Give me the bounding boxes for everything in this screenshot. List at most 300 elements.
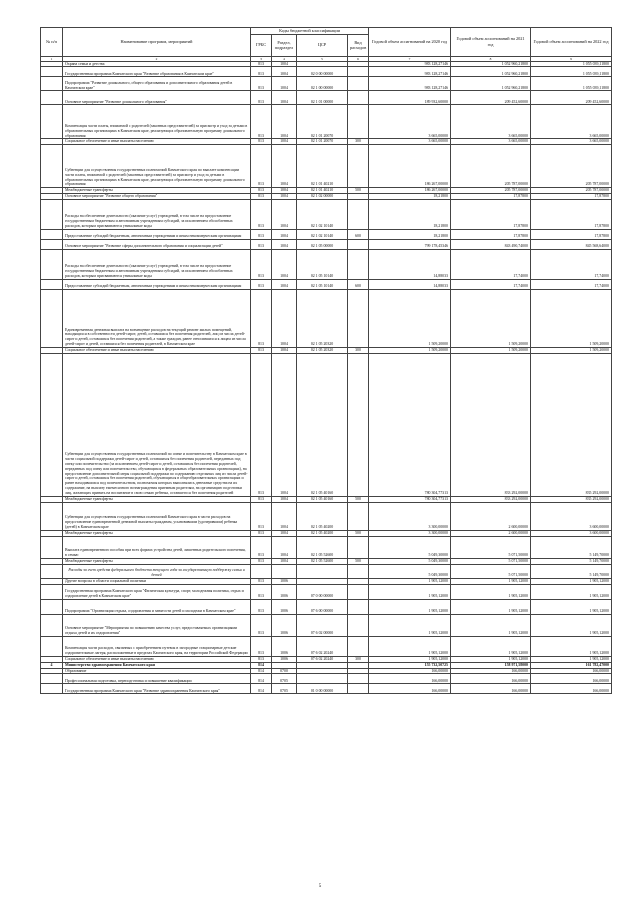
row-2021-cell: 833 292,00000: [451, 497, 531, 503]
row-razdel-cell: 1004: [272, 91, 297, 105]
row-2021-cell: 1 509,20000: [451, 348, 531, 354]
row-grbs-cell: 814: [251, 684, 272, 694]
row-csr-cell: 07 0 00 00000: [297, 584, 348, 599]
row-razdel-cell: 1004: [272, 536, 297, 558]
table-row: [41, 684, 612, 694]
row-razdel-cell: 1004: [272, 240, 297, 250]
row-razdel-cell: 1004: [272, 348, 297, 354]
row-2021-cell: 843 490,74000: [451, 240, 531, 250]
row-vid-cell: 300: [348, 348, 369, 354]
row-grbs-cell: 813: [251, 290, 272, 348]
table-row: [41, 200, 612, 230]
row-2021-cell: 17,74000: [451, 280, 531, 290]
row-2020-cell: 1 905,12000: [369, 614, 451, 636]
row-name-cell: Предоставление субсидий бюджетным, автономным учреждениям и иным некоммерческим организациям: [63, 230, 251, 240]
row-grbs-cell: 813: [251, 614, 272, 636]
row-2020-cell: 1 905,12000: [369, 578, 451, 584]
row-2022-cell: 845 568,64000: [531, 240, 612, 250]
table-row: [41, 280, 612, 290]
page-number: 5: [318, 884, 322, 889]
row-razdel-cell: 1004: [272, 354, 297, 497]
budget-table: [40, 27, 612, 694]
header-year-2022: Годовой объем ассигнований на 2022 год: [531, 28, 612, 57]
row-2020-cell: 1 509,20000: [369, 348, 451, 354]
row-num-cell: [41, 67, 63, 77]
table-row: [41, 77, 612, 91]
row-vid-cell: [348, 599, 369, 614]
table-row: [41, 636, 612, 656]
row-2020-cell: 780 304,77313: [369, 497, 451, 503]
row-2020-cell: 3 665,00000: [369, 139, 451, 145]
row-2022-cell: 161 782,47000: [531, 662, 612, 668]
row-num-cell: [41, 290, 63, 348]
header-year-2021: Годовой объем ассигнований на 2021 год: [451, 28, 531, 57]
index-cell: 7: [369, 56, 451, 61]
row-2022-cell: 1 055 039,11800: [531, 61, 612, 67]
row-name-cell: Выплата единовременного пособия при всех формах устройства детей, лишенных родительского попечения, в семью: [63, 536, 251, 558]
table-row: [41, 614, 612, 636]
header-year-2020: Годовой объем ассигнований на 2020 год: [369, 28, 451, 57]
row-vid-cell: [348, 290, 369, 348]
row-2022-cell: 1 905,12000: [531, 599, 612, 614]
row-2021-cell: 1 052 960,21800: [451, 77, 531, 91]
row-csr-cell: 02 1 01 00000: [297, 91, 348, 105]
row-2022-cell: 835 292,00000: [531, 354, 612, 497]
row-razdel-cell: 1006: [272, 599, 297, 614]
row-vid-cell: [348, 250, 369, 280]
row-vid-cell: [348, 584, 369, 599]
row-grbs-cell: 813: [251, 656, 272, 662]
row-2021-cell: 17,87800: [451, 194, 531, 200]
row-num-cell: [41, 250, 63, 280]
row-vid-cell: [348, 91, 369, 105]
row-csr-cell: 02 1 05 52600: [297, 536, 348, 558]
row-2022-cell: 5 149,70000: [531, 564, 612, 578]
row-name-cell: Расходы за счет средств федерального бюджета текущего года за государственную поддержку семьи и детей: [63, 564, 251, 578]
row-csr-cell: 02 1 05 00000: [297, 240, 348, 250]
row-grbs-cell: [251, 564, 272, 578]
row-2022-cell: 17,74000: [531, 250, 612, 280]
row-2020-cell: 166,00000: [369, 674, 451, 684]
row-csr-cell: 02 1 05 20320: [297, 290, 348, 348]
row-2022-cell: 17,74000: [531, 280, 612, 290]
row-razdel-cell: 0700: [272, 668, 297, 674]
row-vid-cell: 300: [348, 139, 369, 145]
header-csr: ЦСР: [297, 34, 348, 56]
row-grbs-cell: 813: [251, 77, 272, 91]
row-2021-cell: 17,74000: [451, 250, 531, 280]
header-codes-group: Коды бюджетной классификации: [251, 28, 369, 35]
row-razdel-cell: 1006: [272, 584, 297, 599]
row-2021-cell: 158 971,58000: [451, 662, 531, 668]
table-row: [41, 145, 612, 188]
row-2022-cell: 1 905,12000: [531, 636, 612, 656]
row-2020-cell: 1 905,12000: [369, 636, 451, 656]
row-razdel-cell: 1006: [272, 578, 297, 584]
row-vid-cell: [348, 200, 369, 230]
row-csr-cell: 02 1 02 00000: [297, 194, 348, 200]
row-2022-cell: 1 055 039,11800: [531, 77, 612, 91]
row-num-cell: [41, 636, 63, 656]
row-2020-cell: 186 267,00000: [369, 145, 451, 188]
row-grbs-cell: 813: [251, 240, 272, 250]
row-2020-cell: 5 049,30000: [369, 536, 451, 558]
row-2020-cell: 186 267,00000: [369, 188, 451, 194]
row-grbs-cell: 813: [251, 280, 272, 290]
row-name-cell: Основное мероприятие "Мероприятия по повышению качества услуг, предоставляемых организациями отдыха детей и их оздоровления": [63, 614, 251, 636]
row-csr-cell: 02 1 01 40210: [297, 188, 348, 194]
row-csr-cell: 02 1 00 00000: [297, 77, 348, 91]
row-2020-cell: 166,00000: [369, 684, 451, 694]
row-vid-cell: [348, 105, 369, 139]
row-razdel-cell: 1004: [272, 105, 297, 139]
index-cell: 6: [348, 56, 369, 61]
table-body: [41, 61, 612, 694]
row-2022-cell: 17,87800: [531, 194, 612, 200]
row-razdel-cell: [272, 564, 297, 578]
row-2021-cell: 17,87800: [451, 200, 531, 230]
row-vid-cell: 500: [348, 497, 369, 503]
row-razdel-cell: 1004: [272, 290, 297, 348]
row-2022-cell: 209 452,60000: [531, 91, 612, 105]
row-name-cell: Субвенции для осуществления государственных полномочий по опеке и попечительству в Камчатском крае в части социальной поддержки детей-сирот и детей, оставшихся без попечения родителей, переданных под опеку или попечительство (за исключением детей-сирот и детей, оставшихся без попечения родителей, переданных под опеку или попечительство, обучающихся в федеральных образовательных организациях), на предоставление дополнительной меры социальной поддержки по содержанию отдельных лиц из числа детей-сирот и детей, оставшихся без попечения родителей, обучающихся в общеобразовательных организациях и ранее находившихся под попечительством, полномочия которых выполнялись денежные средства на их содержание, на выплату ежемесячного вознаграждения приемным родителям, на организацию подготовки лиц, желающих принять на воспитание в свою семью ребенка, оставшегося без попечения родителей: [63, 354, 251, 497]
row-vid-cell: [348, 674, 369, 684]
row-grbs-cell: 813: [251, 91, 272, 105]
row-grbs-cell: 813: [251, 188, 272, 194]
row-2020-cell: 18,21800: [369, 194, 451, 200]
row-2021-cell: 166,00000: [451, 668, 531, 674]
row-2022-cell: 3 665,00000: [531, 105, 612, 139]
table-header: [41, 28, 612, 62]
row-2021-cell: 1 905,12000: [451, 614, 531, 636]
row-name-cell: Основное мероприятие "Развитие общего образования": [63, 194, 251, 200]
budget-table-page: [40, 27, 611, 694]
row-num-cell: [41, 536, 63, 558]
row-2021-cell: 17,87800: [451, 230, 531, 240]
row-2020-cell: 1 905,12000: [369, 656, 451, 662]
table-row: [41, 194, 612, 200]
row-grbs-cell: 814: [251, 674, 272, 684]
table-row: [41, 67, 612, 77]
row-2021-cell: 205 787,00000: [451, 145, 531, 188]
row-2021-cell: 166,00000: [451, 684, 531, 694]
row-grbs-cell: 813: [251, 530, 272, 536]
row-2020-cell: 14,88033: [369, 250, 451, 280]
row-name-cell: Компенсация части расходов, связанных с приобретением путевок в загородные стационарные детские оздоровительные лагеря, расположенные в пределах Камчатского края, на территории Российской Федерации: [63, 636, 251, 656]
table-row: [41, 564, 612, 578]
row-grbs-cell: 813: [251, 599, 272, 614]
row-csr-cell: 02 1 01 40210: [297, 145, 348, 188]
row-vid-cell: [348, 67, 369, 77]
header-razdel: Раздел, подраздел: [272, 34, 297, 56]
row-grbs-cell: 813: [251, 194, 272, 200]
row-2022-cell: 17,87800: [531, 230, 612, 240]
row-2020-cell: 3 300,00000: [369, 530, 451, 536]
row-2022-cell: 1 905,12000: [531, 614, 612, 636]
row-num-cell: [41, 684, 63, 694]
row-name-cell: Расходы на обеспечение деятельности (оказание услуг) учреждений, в том числе на предоставление государственным бюджетным и автономным учреждениям субсидий, за исключением обособленных расходов, которым присваиваются уникальные коды: [63, 250, 251, 280]
row-name-cell: Социальное обеспечение и иные выплаты населению: [63, 348, 251, 354]
row-2021-cell: 833 292,00000: [451, 354, 531, 497]
row-2022-cell: 17,87800: [531, 200, 612, 230]
row-razdel-cell: 0705: [272, 684, 297, 694]
index-cell: 4: [272, 56, 297, 61]
index-cell: 2: [63, 56, 251, 61]
table-row: [41, 250, 612, 280]
row-grbs-cell: 814: [251, 668, 272, 674]
row-2022-cell: 3 600,00000: [531, 530, 612, 536]
row-2022-cell: 1 905,12000: [531, 578, 612, 584]
row-2022-cell: 166,00000: [531, 674, 612, 684]
table-row: [41, 599, 612, 614]
row-razdel-cell: 1004: [272, 61, 297, 67]
row-csr-cell: 02 1 05 40200: [297, 530, 348, 536]
row-num-cell: [41, 77, 63, 91]
row-2020-cell: 983 128,27146: [369, 77, 451, 91]
header-name: Наименование программ, мероприятий: [63, 28, 251, 57]
row-num-cell: [41, 584, 63, 599]
row-name-cell: Межбюджетные трансферты: [63, 558, 251, 564]
row-csr-cell: 02 1 05 40160: [297, 354, 348, 497]
index-cell: 9: [531, 56, 612, 61]
row-name-cell: Профессиональная подготовка, переподготовка и повышение квалификации: [63, 674, 251, 684]
row-2021-cell: 1 905,12000: [451, 656, 531, 662]
table-row: [41, 502, 612, 530]
row-2020-cell: 18,21800: [369, 200, 451, 230]
row-2021-cell: 1 509,20000: [451, 290, 531, 348]
row-vid-cell: [348, 636, 369, 656]
row-2020-cell: 18,21800: [369, 230, 451, 240]
row-name-cell: Предоставление субсидий бюджетным, автономным учреждениям и иным некоммерческим организациям: [63, 280, 251, 290]
row-num-cell: [41, 91, 63, 105]
row-num-cell: [41, 614, 63, 636]
row-razdel-cell: 1004: [272, 502, 297, 530]
row-razdel-cell: 1004: [272, 497, 297, 503]
index-cell: 1: [41, 56, 63, 61]
row-2022-cell: 1 509,20000: [531, 348, 612, 354]
row-razdel-cell: 1004: [272, 558, 297, 564]
row-razdel-cell: 1004: [272, 280, 297, 290]
row-2020-cell: 155 732,50725: [369, 662, 451, 668]
row-2021-cell: 3 665,00000: [451, 139, 531, 145]
row-2021-cell: 5 071,50000: [451, 564, 531, 578]
row-name-cell: Межбюджетные трансферты: [63, 497, 251, 503]
row-2021-cell: 3 665,00000: [451, 105, 531, 139]
row-name-cell: Расходы на обеспечение деятельности (оказание услуг) учреждений, в том числе на предоставление государственным бюджетным и автономным учреждениям субсидий, за исключением обособленных расходов, которым присваиваются уникальные коды: [63, 200, 251, 230]
table-row: [41, 536, 612, 558]
row-num-cell: [41, 502, 63, 530]
row-vid-cell: 300: [348, 656, 369, 662]
row-csr-cell: 02 1 02 10140: [297, 200, 348, 230]
row-name-cell: Министерство здравоохранения Камчатского края: [63, 662, 251, 668]
row-2021-cell: 205 787,00000: [451, 188, 531, 194]
row-2022-cell: 1 905,12000: [531, 656, 612, 662]
row-2020-cell: 1 905,12000: [369, 599, 451, 614]
row-name-cell: Государственная программа Камчатского края "Развитие образования в Камчатском крае": [63, 67, 251, 77]
row-2020-cell: 799 178,45346: [369, 240, 451, 250]
row-2021-cell: 166,00000: [451, 674, 531, 684]
row-name-cell: Социальное обеспечение и иные выплаты населению: [63, 656, 251, 662]
row-name-cell: Компенсация части платы, взимаемой с родителей (законных представителей) за присмотр и уход за детьми в образовательных организациях в Камчатском крае, реализующих образовательную программу дошкольного образования: [63, 105, 251, 139]
row-razdel-cell: 1004: [272, 77, 297, 91]
row-name-cell: Образование: [63, 668, 251, 674]
row-2021-cell: 1 052 960,21800: [451, 61, 531, 67]
row-razdel-cell: 1004: [272, 139, 297, 145]
row-num-cell: [41, 280, 63, 290]
row-2020-cell: 5 049,30000: [369, 564, 451, 578]
row-name-cell: Подпрограмма "Организация отдыха, оздоровления и занятости детей и молодежи в Камчатском крае": [63, 599, 251, 614]
row-csr-cell: 07 6 02 20240: [297, 636, 348, 656]
row-grbs-cell: 813: [251, 67, 272, 77]
row-grbs-cell: 813: [251, 230, 272, 240]
row-name-cell: Охрана семьи и детства: [63, 61, 251, 67]
index-cell: 8: [451, 56, 531, 61]
row-razdel-cell: 1004: [272, 530, 297, 536]
row-csr-cell: 02 1 05 10140: [297, 250, 348, 280]
row-vid-cell: [348, 564, 369, 578]
row-2020-cell: 1 905,12000: [369, 584, 451, 599]
index-cell: 5: [297, 56, 348, 61]
table-row: [41, 656, 612, 662]
row-2020-cell: 189 932,60000: [369, 91, 451, 105]
row-csr-cell: 02 1 05 40200: [297, 502, 348, 530]
row-2021-cell: 1 905,12000: [451, 636, 531, 656]
row-csr-cell: 07 6 02 00000: [297, 614, 348, 636]
header-num: № п/п: [41, 28, 63, 57]
row-grbs-cell: 813: [251, 61, 272, 67]
row-2022-cell: 3 600,00000: [531, 502, 612, 530]
row-2021-cell: 5 071,50000: [451, 558, 531, 564]
row-2020-cell: 780 304,77313: [369, 354, 451, 497]
row-2022-cell: 1 509,20000: [531, 290, 612, 348]
row-2021-cell: 5 071,50000: [451, 536, 531, 558]
row-2021-cell: 1 905,12000: [451, 578, 531, 584]
row-csr-cell: 01 0 00 00000: [297, 684, 348, 694]
row-num-cell: [41, 230, 63, 240]
row-name-cell: Межбюджетные трансферты: [63, 530, 251, 536]
row-2021-cell: 2 600,00000: [451, 530, 531, 536]
table-row: [41, 674, 612, 684]
row-razdel-cell: 1004: [272, 194, 297, 200]
row-grbs-cell: 813: [251, 536, 272, 558]
row-grbs-cell: 813: [251, 578, 272, 584]
row-2022-cell: 205 787,00000: [531, 145, 612, 188]
row-2020-cell: 3 300,00000: [369, 502, 451, 530]
row-vid-cell: 500: [348, 558, 369, 564]
row-vid-cell: [348, 77, 369, 91]
row-name-cell: Социальное обеспечение и иные выплаты населению: [63, 139, 251, 145]
row-name-cell: Субвенции для осуществления государственных полномочий Камчатского края в части расходов на предоставление единовременной денежной выплаты гражданам, усыновившим (удочерившим) ребенка (детей) в Камчатском крае: [63, 502, 251, 530]
index-cell: 3: [251, 56, 272, 61]
row-name-cell: Подпрограмма "Развитие дошкольного, общего образования и дополнительного образования детей в Камчатском крае": [63, 77, 251, 91]
row-num-cell: [41, 105, 63, 139]
row-2022-cell: 1 055 039,11800: [531, 67, 612, 77]
row-razdel-cell: 1006: [272, 636, 297, 656]
row-2021-cell: 1 905,12000: [451, 599, 531, 614]
row-name-cell: Государственная программа Камчатского края "Физическая культура, спорт, молодежная политика, отдых и оздоровление детей в Камчатском крае": [63, 584, 251, 599]
row-vid-cell: 500: [348, 188, 369, 194]
row-csr-cell: 02 1 05 40160: [297, 497, 348, 503]
row-razdel-cell: 1004: [272, 188, 297, 194]
row-grbs-cell: 813: [251, 105, 272, 139]
row-csr-cell: 02 1 05 52600: [297, 558, 348, 564]
row-vid-cell: [348, 684, 369, 694]
row-2020-cell: 1 509,20000: [369, 290, 451, 348]
row-vid-cell: 500: [348, 530, 369, 536]
row-grbs-cell: 813: [251, 584, 272, 599]
row-csr-cell: 02 1 05 10140: [297, 280, 348, 290]
row-csr-cell: [297, 564, 348, 578]
row-csr-cell: 02 1 05 20320: [297, 348, 348, 354]
table-row: [41, 105, 612, 139]
row-num-cell: [41, 564, 63, 578]
row-2022-cell: 1 905,12000: [531, 584, 612, 599]
row-2021-cell: 1 052 960,21800: [451, 67, 531, 77]
row-grbs-cell: 813: [251, 200, 272, 230]
row-2022-cell: 166,00000: [531, 684, 612, 694]
row-csr-cell: 02 1 01 20070: [297, 105, 348, 139]
row-grbs-cell: 813: [251, 354, 272, 497]
row-num-cell: [41, 200, 63, 230]
row-grbs-cell: 813: [251, 502, 272, 530]
row-razdel-cell: 0705: [272, 674, 297, 684]
row-2020-cell: 3 665,00000: [369, 105, 451, 139]
row-2020-cell: 166,00000: [369, 668, 451, 674]
row-name-cell: Основное мероприятие "Развитие дошкольного образования": [63, 91, 251, 105]
table-row: [41, 584, 612, 599]
row-razdel-cell: 1006: [272, 656, 297, 662]
row-num-cell: [41, 674, 63, 684]
row-name-cell: Единовременная денежная выплата на возмещение расходов на текущий ремонт жилых помещений, находящихся в собственности детей-сирот, детей, оставшихся без попечения родителей, лиц из числа детей-сирот и детей, оставшихся без попечения родителей, а также граждан, ранее относившихся к лицам из числа детей-сирот и детей, оставшихся без попечения родителей, в Камчатском крае: [63, 290, 251, 348]
row-grbs-cell: 813: [251, 636, 272, 656]
row-vid-cell: [348, 240, 369, 250]
table-row: [41, 348, 612, 354]
row-csr-cell: 02 1 01 20070: [297, 139, 348, 145]
row-2022-cell: 3 665,00000: [531, 139, 612, 145]
row-razdel-cell: 1006: [272, 614, 297, 636]
row-grbs-cell: 813: [251, 250, 272, 280]
row-grbs-cell: 813: [251, 558, 272, 564]
row-num-cell: [41, 145, 63, 188]
row-num-cell: 4: [41, 662, 63, 668]
table-row: [41, 230, 612, 240]
row-csr-cell: 02 0 00 00000: [297, 67, 348, 77]
row-razdel-cell: 1004: [272, 145, 297, 188]
row-name-cell: Межбюджетные трансферты: [63, 188, 251, 194]
row-2020-cell: 5 049,30000: [369, 558, 451, 564]
row-2022-cell: 5 149,70000: [531, 558, 612, 564]
row-grbs-cell: 814: [251, 662, 272, 668]
header-vid: Вид расходов: [348, 34, 369, 56]
row-razdel-cell: 1004: [272, 200, 297, 230]
row-2021-cell: 2 600,00000: [451, 502, 531, 530]
row-num-cell: [41, 354, 63, 497]
row-grbs-cell: 813: [251, 145, 272, 188]
row-vid-cell: [348, 614, 369, 636]
table-row: [41, 91, 612, 105]
row-csr-cell: 02 1 02 10140: [297, 230, 348, 240]
row-csr-cell: [297, 674, 348, 684]
row-2021-cell: 209 452,60000: [451, 91, 531, 105]
row-2022-cell: 205 787,00000: [531, 188, 612, 194]
row-num-cell: [41, 240, 63, 250]
row-2022-cell: 166,00000: [531, 668, 612, 674]
row-csr-cell: 07 6 02 20240: [297, 656, 348, 662]
row-grbs-cell: 813: [251, 348, 272, 354]
row-vid-cell: 600: [348, 230, 369, 240]
row-grbs-cell: 813: [251, 497, 272, 503]
row-name-cell: Другие вопросы в области социальной политики: [63, 578, 251, 584]
